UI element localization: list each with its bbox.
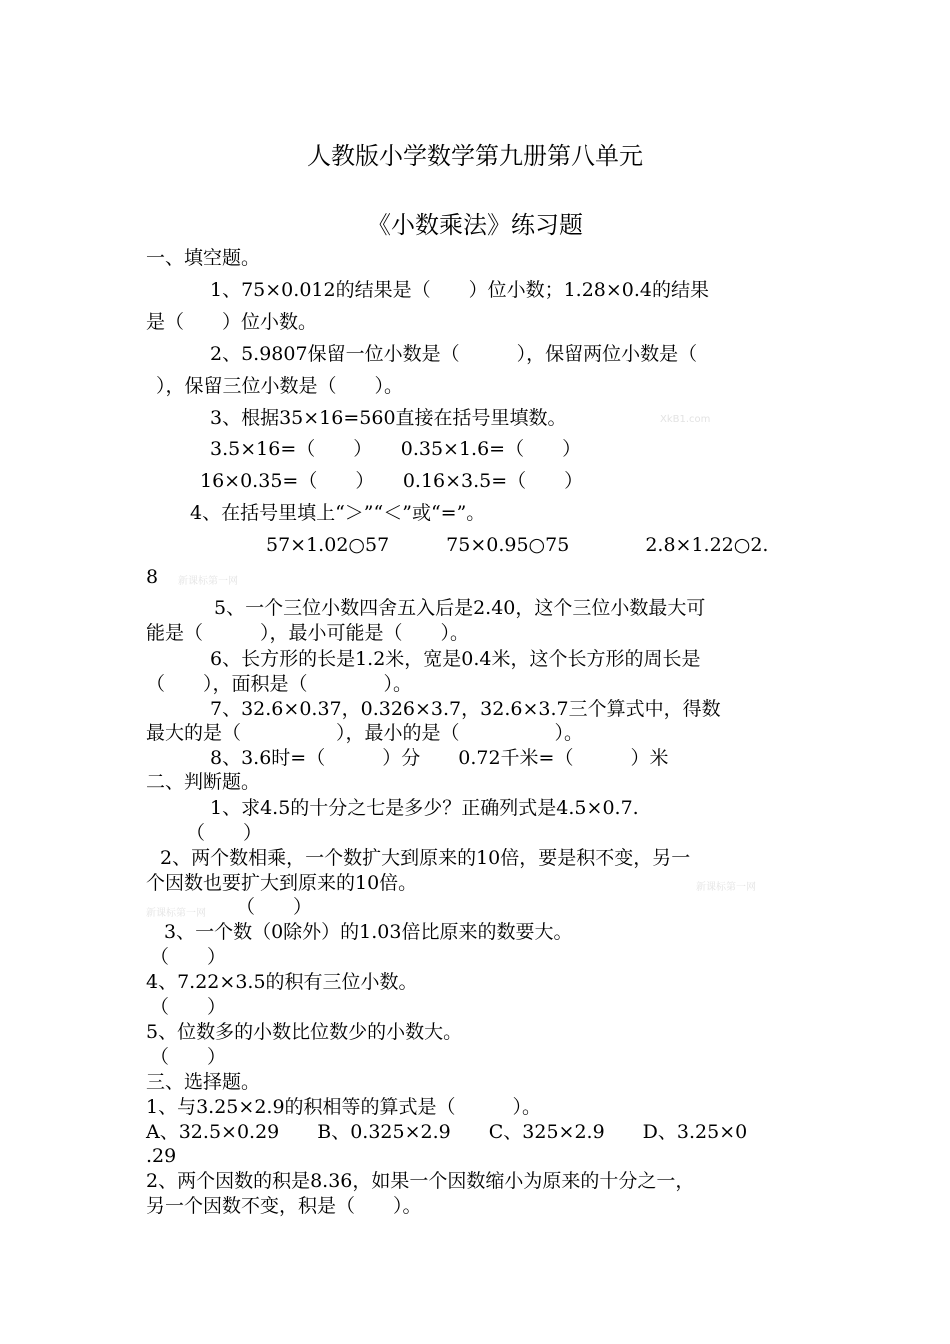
question-line: 8、3.6时=（ ）分 0.72千米=（ ）米: [210, 747, 669, 769]
question-line: 个因数也要扩大到原来的10倍。: [146, 872, 418, 894]
question-line: 2、两个因数的积是8.36，如果一个因数缩小为原来的十分之一，: [146, 1170, 695, 1192]
question-line: 最大的是（ ），最小的是（ ）。: [146, 722, 584, 744]
question-line: 4、7.22×3.5的积有三位小数。: [146, 971, 418, 993]
question-line: 是（ ）位小数。: [146, 311, 318, 333]
question-line: 3.5×16=（ ） 0.35×1.6=（ ）: [210, 438, 582, 460]
question-line: 7、32.6×0.37，0.326×3.7，32.6×3.7三个算式中，得数: [210, 698, 721, 720]
question-line: 3、根据35×16=560直接在括号里填数。: [210, 407, 567, 429]
section-heading-multiple-choice: 三、选择题。: [146, 1071, 261, 1093]
question-line: 2、5.9807保留一位小数是（ ），保留两位小数是（: [210, 343, 698, 365]
answer-blank: （ ）: [236, 896, 313, 918]
question-line: 5、位数多的小数比位数少的小数大。: [146, 1021, 463, 1043]
question-line: 能是（ ），最小可能是（ ）。: [146, 622, 470, 644]
answer-blank: （ ）: [186, 822, 263, 844]
choice-options: .29: [146, 1145, 177, 1167]
choice-options: A、32.5×0.29 B、0.325×2.9 C、325×2.9 D、3.25×0: [146, 1121, 748, 1143]
question-line: ），保留三位小数是（ ）。: [156, 375, 404, 397]
question-line: 8: [146, 566, 159, 588]
question-line: 1、75×0.012的结果是（ ）位小数；1.28×0.4的结果: [210, 279, 710, 301]
question-line: 57×1.02○57 75×0.95○75 2.8×1.22○2.: [266, 534, 769, 556]
question-line: 另一个因数不变，积是（ ）。: [146, 1195, 422, 1217]
watermark: 新课标第一网: [696, 882, 756, 893]
answer-blank: （ ）: [150, 996, 227, 1018]
question-line: 4、在括号里填上“＞”“＜”或“=”。: [190, 502, 486, 524]
question-line: 3、一个数（0除外）的1.03倍比原来的数要大。: [164, 921, 573, 943]
document-subtitle: 《小数乘法》练习题: [367, 211, 583, 239]
question-line: 16×0.35=（ ） 0.16×3.5=（ ）: [200, 470, 584, 492]
section-heading-fill-blank: 一、填空题。: [146, 247, 261, 269]
question-line: 6、长方形的长是1.2米，宽是0.4米，这个长方形的周长是: [210, 648, 701, 670]
question-line: 2、两个数相乘，一个数扩大到原来的10倍，要是积不变，另一: [160, 847, 691, 869]
section-heading-true-false: 二、判断题。: [146, 771, 261, 793]
question-line: 5、一个三位小数四舍五入后是2.40，这个三位小数最大可: [214, 597, 706, 619]
watermark: 新课标第一网: [178, 576, 238, 587]
watermark: XkB1.com: [660, 414, 711, 425]
watermark: 新课标第一网: [146, 908, 206, 919]
question-line: 1、求4.5的十分之七是多少？正确列式是4.5×0.7.: [210, 797, 639, 819]
answer-blank: （ ）: [150, 1046, 227, 1068]
document-title: 人教版小学数学第九册第八单元: [307, 142, 643, 170]
question-line: 1、与3.25×2.9的积相等的算式是（ ）。: [146, 1096, 542, 1118]
answer-blank: （ ）: [150, 946, 227, 968]
question-line: （ ），面积是（ ）。: [146, 673, 413, 695]
